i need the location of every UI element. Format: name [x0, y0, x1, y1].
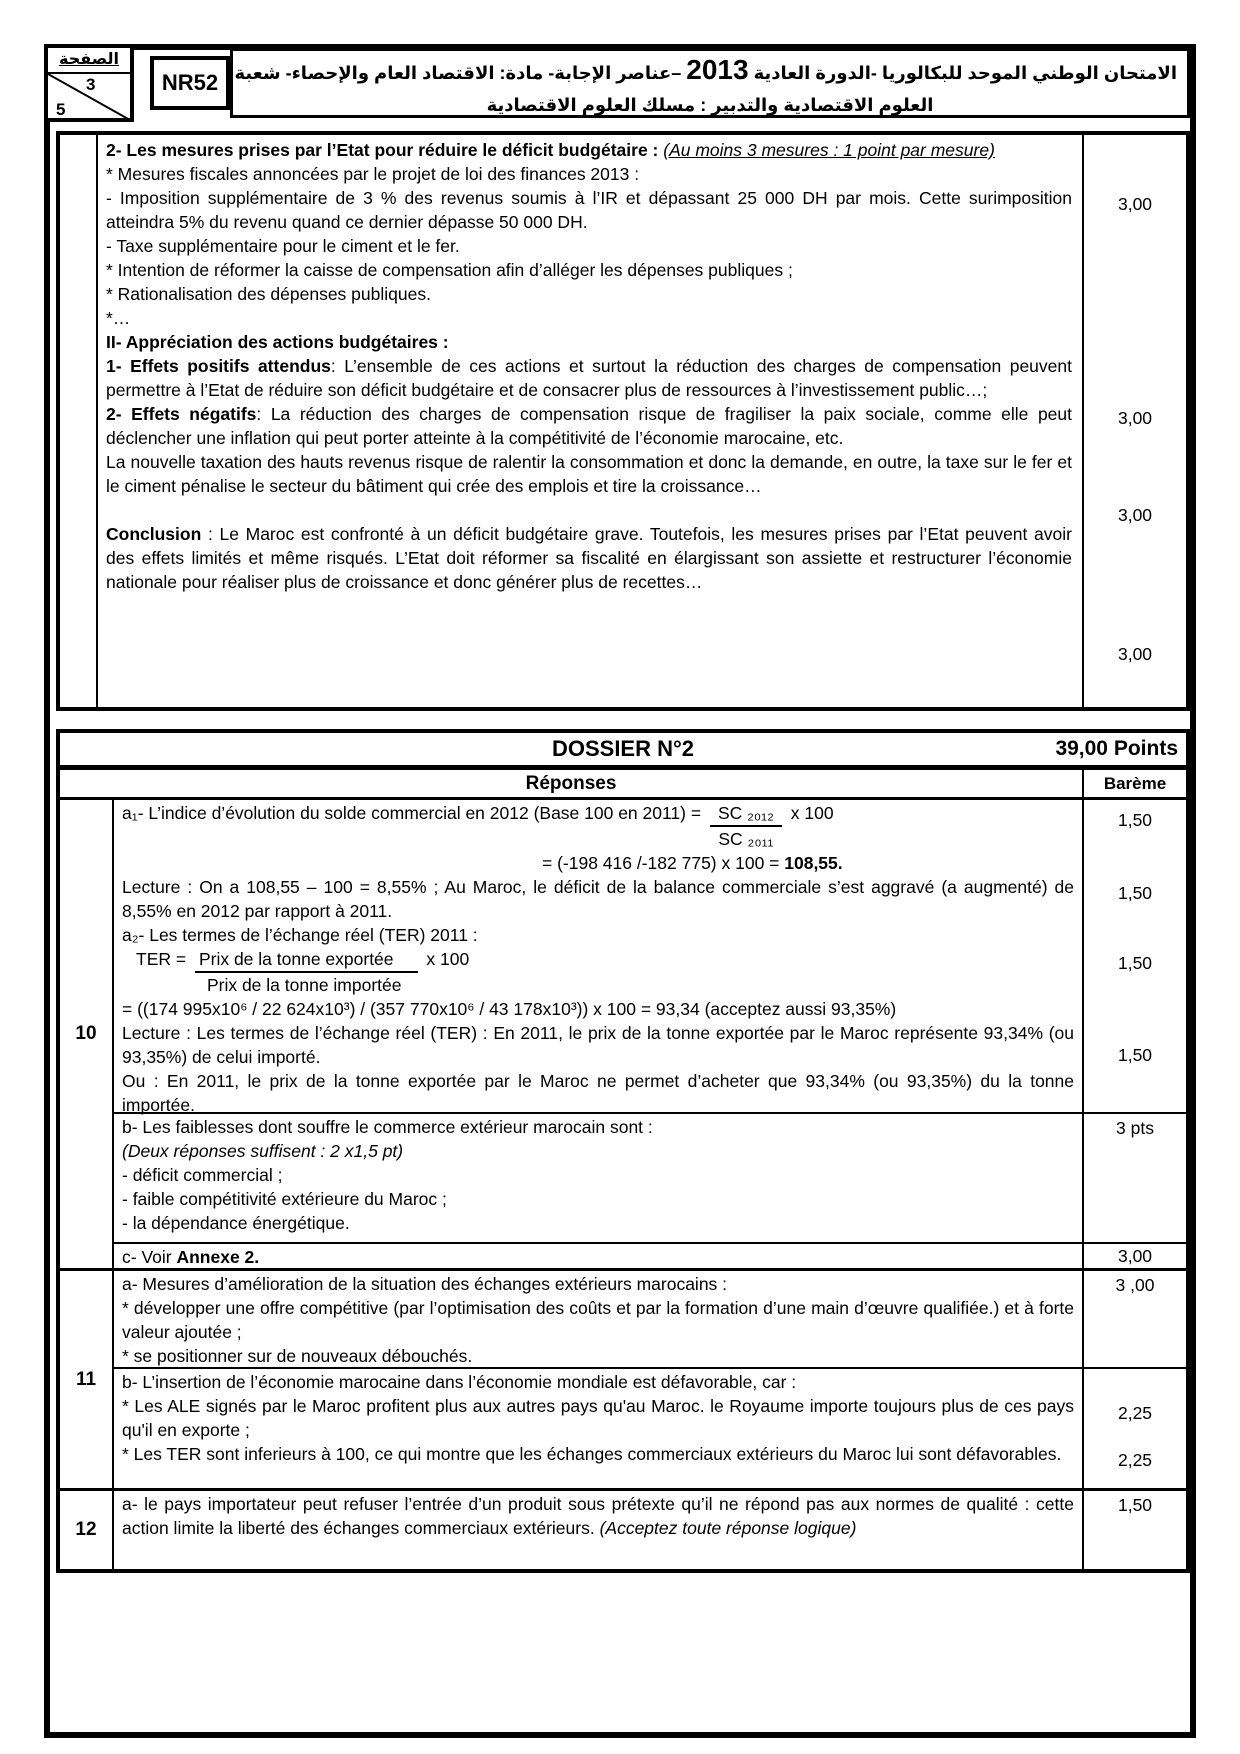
bareme-mark: 3,00 [1117, 505, 1153, 525]
bareme-mark: 2,25 [1117, 1450, 1153, 1470]
q10a-row [114, 800, 1186, 1114]
effets-positifs-text: : L’ensemble de ces actions et surtout la réduction des charges de compensation peuvent permettre à l’Etat de réduire son déficit budgétaire et de consacrer plus de ressources à l’investissement public…; [106, 356, 1072, 400]
dossier2-body [60, 800, 1186, 1569]
q10-calc2: = ((174 995x10⁶ / 22 624x10³) / (357 770x10⁶ / 43 178x10³)) x 100 = 93,34 (acceptez aussi 93,35%) [122, 999, 897, 1019]
dossier1-bareme-column [1082, 135, 1186, 707]
line-taxation: La nouvelle taxation des hauts revenus risque de ralentir la consommation et donc la demande, en outre, la taxe sur le fer et le ciment pénalise le secteur du bâtiment qui crée des emplois et tire la croissance… [106, 452, 1072, 496]
q12-a-line [122, 1492, 1074, 1540]
ter-fraction [195, 947, 418, 997]
bareme-mark: 3,00 [1117, 1246, 1153, 1266]
exam-code: NR52 [161, 70, 219, 95]
q11-a-item: * se positionner sur de nouveaux débouchés. [122, 1346, 473, 1366]
page-current: 3 [86, 75, 96, 94]
q10-c-text: c- Voir [122, 1247, 177, 1267]
effets-negatifs-lead: 2- Effets négatifs [106, 404, 257, 424]
ter-multiplier: x 100 [421, 949, 470, 969]
q11-b-item: * Les TER sont inferieurs à 100, ce qui montre que les échanges commerciaux extérieurs du Maroc lui sont défavorables. [122, 1444, 1062, 1464]
q10-a2-line: a₂- Les termes de l’échange réel (TER) 2011 : [122, 925, 478, 945]
q10-lecture1: Lecture : On a 108,55 – 100 = 8,55% ; Au Maroc, le déficit de la balance commerciale s’est aggravé (a augmenté) de 8,55% en 2012 par rapport à 2011. [122, 877, 1074, 921]
dossier2-points: 39,00 Points [1055, 737, 1178, 760]
exam-code-box [150, 56, 230, 110]
q11-a-item: * développer une offre compétitive (par l’optimisation des coûts et par la formation d’une main d’œuvre qualifiée.) et à forte valeur ajoutée ; [122, 1298, 1074, 1342]
q10-calc1-result: 108,55. [784, 853, 843, 873]
ter-fraction-denominator: Prix de la tonne importée [206, 975, 402, 995]
line-mesures-fiscales: * Mesures fiscales annoncées par le projet de loi des finances 2013 : [106, 164, 640, 184]
page-fraction [48, 74, 130, 120]
q10a-content [114, 800, 1082, 1115]
q10-b-item: - faible compétitivité extérieure du Maroc ; [122, 1189, 447, 1209]
q11-b-item: * Les ALE signés par le Maroc profitent plus aux autres pays qu'au Maroc. le Royaume importe toujours plus de ces pays qu'il en exporte ; [122, 1396, 1074, 1440]
q10-c-line [122, 1245, 1074, 1269]
dossier1-left-spacer-column [60, 135, 98, 707]
question-number-10: 10 [60, 800, 112, 1271]
exam-title-box [230, 48, 1190, 118]
page-label: الصفحة [48, 48, 130, 74]
q12-a-note: (Acceptez toute réponse logique) [599, 1518, 857, 1538]
ter-label: TER = [136, 949, 191, 969]
title-left-segment: –عناصر الإجابة- مادة: الاقتصاد العام والإحصاء- شعبة [234, 63, 682, 83]
q10-ou-line: Ou : En 2011, le prix de la tonne exportée par le Maroc ne permet d’acheter que 93,34% (ou 93,35%) du la tonne importée. [122, 1071, 1074, 1115]
bareme-mark: 2,25 [1117, 1403, 1153, 1423]
answer-rows [114, 800, 1186, 1569]
line-rationalisation: * Rationalisation des dépenses publiques. [106, 284, 431, 304]
q11a-row [114, 1271, 1186, 1369]
q11a-bareme [1082, 1271, 1186, 1367]
bareme-mark: 3 ,00 [1115, 1275, 1155, 1295]
bareme-mark: 3,00 [1117, 408, 1153, 428]
q10-ter-line [136, 947, 1074, 997]
q10-calc1-expr: = (-198 416 /-182 775) x 100 = [542, 853, 785, 873]
q10a-bareme [1082, 800, 1186, 1112]
bareme-mark: 1,50 [1117, 1045, 1153, 1065]
bareme-mark: 3,00 [1117, 194, 1153, 214]
effets-negatifs-text: : La réduction des charges de compensation risque de fragiliser la paix sociale, comme elle peut déclencher une inflation qui peut porter atteinte à la compétitivité de l’économie marocaine, etc. [106, 404, 1073, 448]
q10c-row [114, 1244, 1186, 1271]
sc-fraction [710, 801, 782, 851]
sc-fraction-multiplier: x 100 [785, 803, 834, 823]
q12a-content [114, 1491, 1082, 1569]
q10-b-item: - la dépendance énergétique. [122, 1213, 350, 1233]
title-year: 2013 [686, 54, 749, 85]
effets-positifs-lead: 1- Effets positifs attendus [106, 356, 331, 376]
line-taxe: - Taxe supplémentaire pour le ciment et le fer. [106, 236, 460, 256]
bareme-mark: 1,50 [1117, 810, 1153, 830]
heading-II: II- Appréciation des actions budgétaires : [106, 332, 449, 352]
q10-a1-line [122, 801, 1074, 851]
dossier2-header [60, 733, 1186, 770]
sc-fraction-numerator: SC ₂₀₁₂ [710, 801, 782, 827]
sc-fraction-denominator: SC ₂₀₁₁ [718, 829, 774, 849]
q10c-content [114, 1244, 1082, 1268]
q2-heading [106, 138, 1072, 162]
reponses-header: Réponses [525, 772, 617, 794]
q10b-row [114, 1114, 1186, 1244]
line-imposition: - Imposition supplémentaire de 3 % des revenus soumis à l’IR et dépassant 25 000 DH par mois. Cette surimposition atteindra 5% du revenu quand ce dernier dépasse 50 000 DH. [106, 188, 1072, 232]
page-count: 5 [56, 100, 66, 119]
dossier2-table [56, 729, 1190, 1573]
line-intention: * Intention de réformer la caisse de compensation afin d’alléger les dépenses publiques ; [106, 260, 793, 280]
dossier1-answers-table [56, 131, 1190, 711]
effets-positifs [106, 354, 1072, 402]
q11b-bareme [1082, 1369, 1186, 1488]
question-number-12: 12 [75, 1519, 97, 1540]
effets-negatifs [106, 402, 1072, 450]
question-number-column [60, 800, 114, 1569]
dossier2-column-headers [60, 770, 1186, 800]
line-etc: *… [106, 308, 131, 328]
conclusion [106, 522, 1072, 594]
dossier2-title: DOSSIER N°2 [551, 736, 695, 761]
q11b-row [114, 1369, 1186, 1491]
q10b-bareme [1082, 1114, 1186, 1242]
q10-b-note: (Deux réponses suffisent : 2 x1,5 pt) [122, 1141, 404, 1161]
q10c-bareme [1082, 1244, 1186, 1268]
q11-a-line: a- Mesures d’amélioration de la situation des échanges extérieurs marocains : [122, 1274, 728, 1294]
title-right-segment: الامتحان الوطني الموحد للبكالوريا -الدورة العادية [753, 63, 1177, 83]
q10-b-item: - déficit commercial ; [122, 1165, 283, 1185]
q2-heading-note: (Au moins 3 mesures : 1 point par mesure) [663, 140, 995, 160]
ter-fraction-numerator: Prix de la tonne exportée [195, 947, 418, 973]
dossier1-answers-content [98, 135, 1082, 707]
q12a-bareme [1082, 1491, 1186, 1569]
q10-c-annexe: Annexe 2. [176, 1247, 260, 1267]
q2-heading-bold: 2- Les mesures prises par l’Etat pour réduire le déficit budgétaire : [106, 140, 664, 160]
q11-b-line: b- L’insertion de l’économie marocaine dans l’économie mondiale est défavorable, car : [122, 1372, 797, 1392]
q11a-content [114, 1271, 1082, 1367]
q11b-content [114, 1369, 1082, 1488]
bareme-mark: 1,50 [1117, 953, 1153, 973]
conclusion-text: : Le Maroc est confronté à un déficit budgétaire grave. Toutefois, les mesures prises par l’Etat peuvent avoir des effets limités et même risqués. L’Etat doit réformer sa fiscalité en élargissant son assiette et restructurer l’économie nationale pour réaliser plus de croissance et donc générer plus de recettes… [106, 524, 1072, 592]
q10-b-line: b- Les faiblesses dont souffre le commerce extérieur marocain sont : [122, 1117, 653, 1137]
exam-title-line1 [234, 52, 1177, 91]
q10-lecture2: Lecture : Les termes de l’échange réel (TER) : En 2011, le prix de la tonne exportée par le Maroc représente 93,34% (ou 93,35%) de celui importé. [122, 1023, 1074, 1067]
conclusion-lead: Conclusion [106, 524, 202, 544]
q10-calc1 [542, 851, 1074, 875]
bareme-mark: 1,50 [1117, 1495, 1153, 1515]
bareme-mark: 1,50 [1117, 883, 1153, 903]
q12-a-text: a- le pays importateur peut refuser l’entrée d’un produit sous prétexte qu’il ne répond pas aux normes de qualité : cette action limite la liberté des échanges commerciaux extérieurs. [122, 1494, 1074, 1538]
bareme-mark: 3,00 [1117, 644, 1153, 664]
question-number-11: 11 [60, 1271, 112, 1491]
q12a-row [114, 1491, 1186, 1569]
page-number-box [44, 44, 134, 122]
bareme-header: Barème [1082, 770, 1186, 797]
exam-title-line2: العلوم الاقتصادية والتدبير : مسلك العلوم الاقتصادية [486, 95, 934, 115]
q10-a1-text: a₁- L’indice d’évolution du solde commercial en 2012 (Base 100 en 2011) = [122, 803, 706, 823]
q10b-content [114, 1114, 1082, 1242]
bareme-mark: 3 pts [1116, 1118, 1154, 1138]
